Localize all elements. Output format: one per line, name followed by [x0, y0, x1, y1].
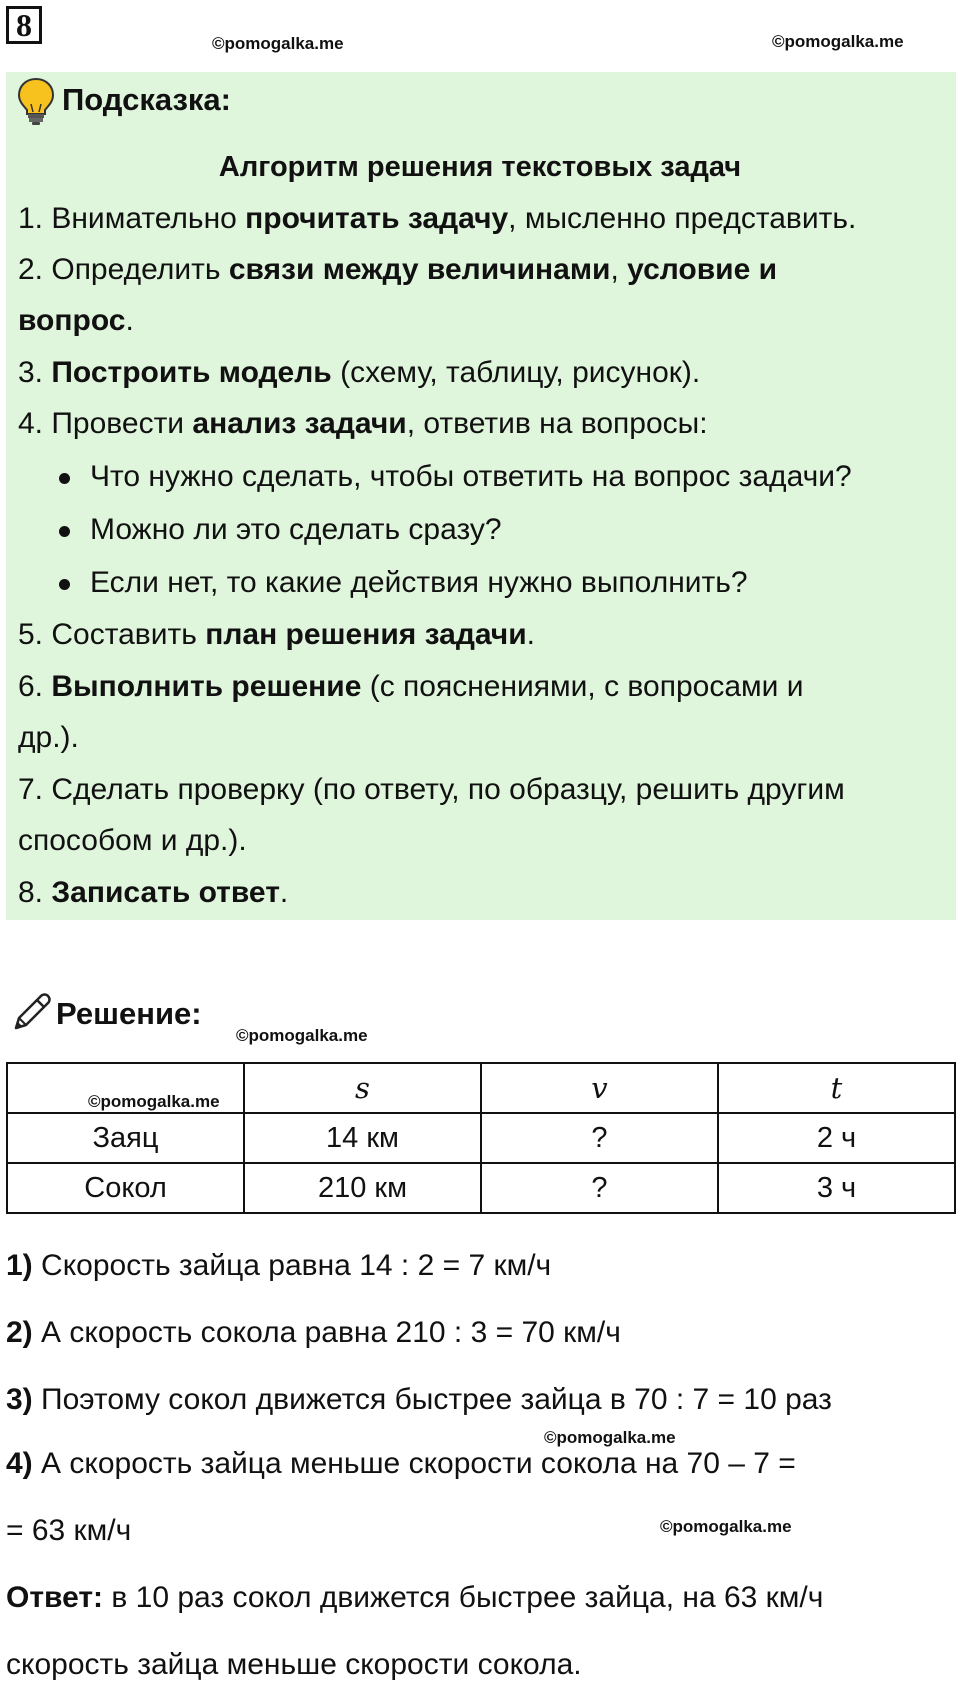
lightbulb-icon — [16, 76, 56, 126]
watermark: ©pomogalka.me — [88, 1092, 220, 1111]
hint-step-7-cont: способом и др.). — [18, 824, 247, 857]
hint-step-8: 8. Записать ответ. — [18, 876, 289, 909]
answer-line: Ответ: в 10 раз сокол движется быстрее зайца, на 63 км/ч — [6, 1581, 824, 1614]
data-table — [6, 1062, 956, 1214]
table-header-cell: t — [718, 1063, 955, 1113]
hint-title: Подсказка: — [62, 82, 231, 117]
table-header-row — [7, 1063, 955, 1113]
solution-step-2: 2) А скорость сокола равна 210 : 3 = 70 км/ч — [6, 1316, 621, 1349]
table-cell: 14 км — [244, 1113, 481, 1163]
answer-line-cont: скорость зайца меньше скорости сокола. — [6, 1648, 582, 1681]
table-row — [7, 1113, 955, 1163]
hint-step-3: 3. Построить модель (схему, таблицу, рисунок). — [18, 356, 701, 389]
table-cell: ? — [481, 1113, 718, 1163]
hint-step-7: 7. Сделать проверку (по ответу, по образцу, решить другим — [18, 773, 845, 806]
hint-bullet: Если нет, то какие действия нужно выполнить? — [90, 566, 748, 599]
table-header-cell: s — [244, 1063, 481, 1113]
solution-step-1: 1) Скорость зайца равна 14 : 2 = 7 км/ч — [6, 1249, 552, 1282]
solution-title: Решение: — [56, 996, 202, 1031]
table-header-cell: v — [481, 1063, 718, 1113]
table-cell: 3 ч — [718, 1163, 955, 1213]
bullet-dot — [59, 579, 70, 590]
solution-step-3: 3) Поэтому сокол движется быстрее зайца в 70 : 7 = 10 раз — [6, 1383, 832, 1416]
hint-bullet: Что нужно сделать, чтобы ответить на вопрос задачи? — [90, 460, 852, 493]
hint-step-1: 1. Внимательно прочитать задачу, мысленно представить. — [18, 202, 857, 235]
hint-step-6: 6. Выполнить решение (с пояснениями, с вопросами и — [18, 670, 804, 703]
table-cell: ? — [481, 1163, 718, 1213]
table-cell: Сокол — [7, 1163, 244, 1213]
pencil-icon — [10, 990, 54, 1034]
table-cell: 210 км — [244, 1163, 481, 1213]
table-corner-cell — [7, 1063, 244, 1113]
hint-step-5: 5. Составить план решения задачи. — [18, 618, 536, 651]
watermark: ©pomogalka.me — [660, 1517, 792, 1536]
watermark: ©pomogalka.me — [236, 1026, 368, 1045]
task-number: 8 — [6, 6, 42, 44]
hint-step-2: 2. Определить связи между величинами, условие и — [18, 253, 778, 286]
solution-step-4-cont: = 63 км/ч — [6, 1514, 132, 1547]
watermark: ©pomogalka.me — [772, 32, 904, 51]
bullet-dot — [59, 473, 70, 484]
solution-step-4: 4) А скорость зайца меньше скорости сокола на 70 – 7 = — [6, 1447, 796, 1480]
hint-step-6-cont: др.). — [18, 721, 79, 754]
algorithm-title: Алгоритм решения текстовых задач — [218, 151, 742, 183]
hint-step-2-cont: вопрос. — [18, 304, 134, 337]
watermark: ©pomogalka.me — [544, 1428, 676, 1447]
watermark: ©pomogalka.me — [212, 34, 344, 53]
bullet-dot — [59, 526, 70, 537]
hint-step-4: 4. Провести анализ задачи, ответив на вопросы: — [18, 407, 708, 440]
table-row — [7, 1163, 955, 1213]
hint-bullet: Можно ли это сделать сразу? — [90, 513, 502, 546]
table-cell: 2 ч — [718, 1113, 955, 1163]
table-cell: Заяц — [7, 1113, 244, 1163]
